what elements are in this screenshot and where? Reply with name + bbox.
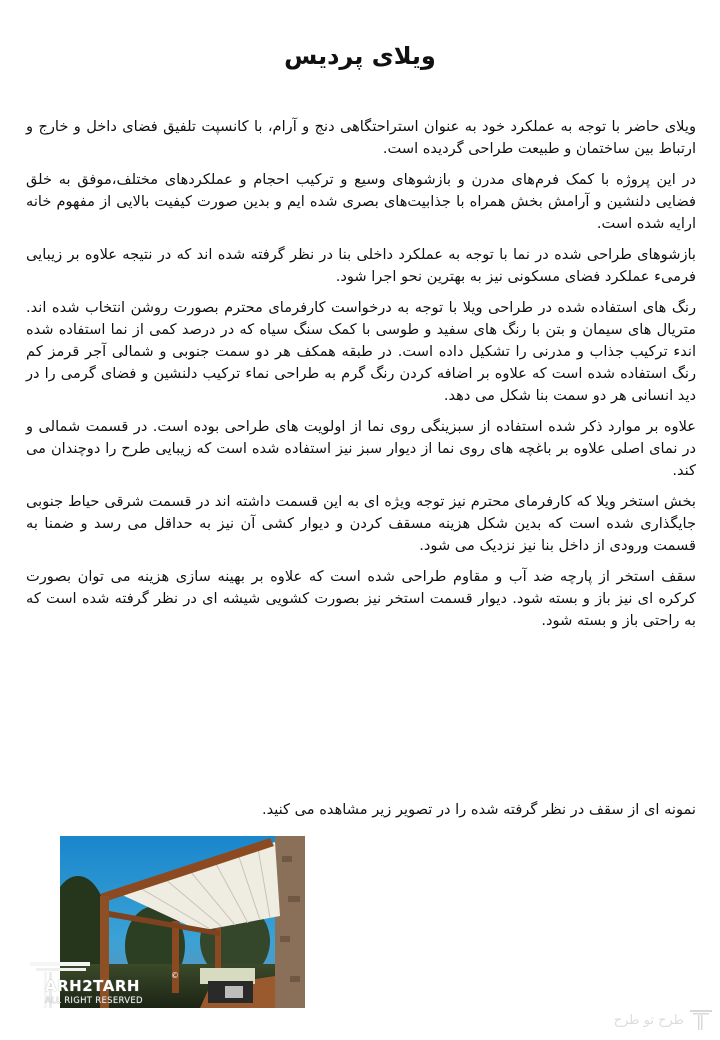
site-watermark <box>614 1008 712 1032</box>
paragraph-openings: بازشوهای طراحی شده در نما با توجه به عملکرد داخلی بنا در نظر گرفته شده اند که در نتیجه علاوه بر زیبایی فرمیء عملکرد فضای مسکونی نیز به بهترین نحو اجرا شود. <box>26 246 696 285</box>
paragraph-greenery: علاوه بر موارد ذکر شده استفاده از سبزینگی روی نما از اولویت های طراحی بوده است. در قسمت شمالی و در نمای اصلی علاوه بر باغچه های روی نما از دیوار سبز نیز استفاده شده است که زیبایی طرح را دوچندان می کند. <box>26 418 696 479</box>
paragraph-pool: بخش استخر ویلا که کارفرمای محترم نیز توجه ویژه ای به این قسمت داشته اند در قسمت شرقی حیاط جنوبی جایگذاری شده است که بدین شکل هزینه مسقف کردن و دیوار کشی آن نیز به حداقل می رسد و ضمنا به قسمت ورودی از داخل بنا نیز نزدیک می شود. <box>26 493 696 554</box>
document-body <box>26 116 696 641</box>
site-watermark-text: طرح تو طرح <box>613 1012 684 1028</box>
paragraph-colors-materials: رنگ های استفاده شده در طراحی ویلا با توجه به درخواست کارفرمای محترم بصورت روشن انتخاب شده اند. متریال های سیمان و بتن با رنگ های سفید و طوسی با کمک سنگ سیاه که در درصد کمی از نما استفاده شده اندء ترکیب جذاب و مدرنی را تشکیل داده است. در طبقه همکف هر دو سمت جنوبی و شمالی آجر قرمز کم رنگ استفاده شده است که علاوه بر اضافه کردن رنگ گرم به طراحی نماء ترکیب دلنشین و فضای گرمی را در دید انسانی هر دو سمت بنا شکل می دهد. <box>26 299 696 404</box>
watermark-subtitle: ALL RIGHT RESERVED <box>45 996 143 1006</box>
paragraph-pool-roof: سقف استخر از پارچه ضد آب و مقاوم طراحی شده است که علاوه بر بهینه سازی هزینه می توان بصورت کرکره ای نیز باز و بسته شود. دیوار قسمت استخر نیز بصورت کشویی شیشه ای در نظر گرفته شده است که به راحتی باز و بسته شود. <box>26 568 696 629</box>
paragraph-design-concept: در این پروژه با کمک فرم‌های مدرن و بازشوهای وسیع و ترکیب احجام و عملکردهای مختلف،موفق به خلق فضایی دلنشین و آرامش بخش همراه با جذابیت‌های بصری شده ایم و بدین صورت کیفیت بالایی از مفهوم خانه ارایه شده است. <box>26 171 696 232</box>
watermark-brand: ARH2TARH <box>45 977 140 995</box>
column-logo-icon <box>690 1010 712 1030</box>
copyright-symbol: © <box>171 971 179 980</box>
paragraph-intro: ویلای حاضر با توجه به عملکرد خود به عنوان استراحتگاهی دنج و آرام، با کانسپت تلفیق فضای داخل و خارج و ارتباط بین ساختمان و طبیعت طراحی گردیده است. <box>26 118 696 157</box>
page-title: ویلای پردیس <box>284 42 436 70</box>
image-caption-intro: نمونه ای از سقف در نظر گرفته شده را در تصویر زیر مشاهده می کنید. <box>261 801 696 818</box>
